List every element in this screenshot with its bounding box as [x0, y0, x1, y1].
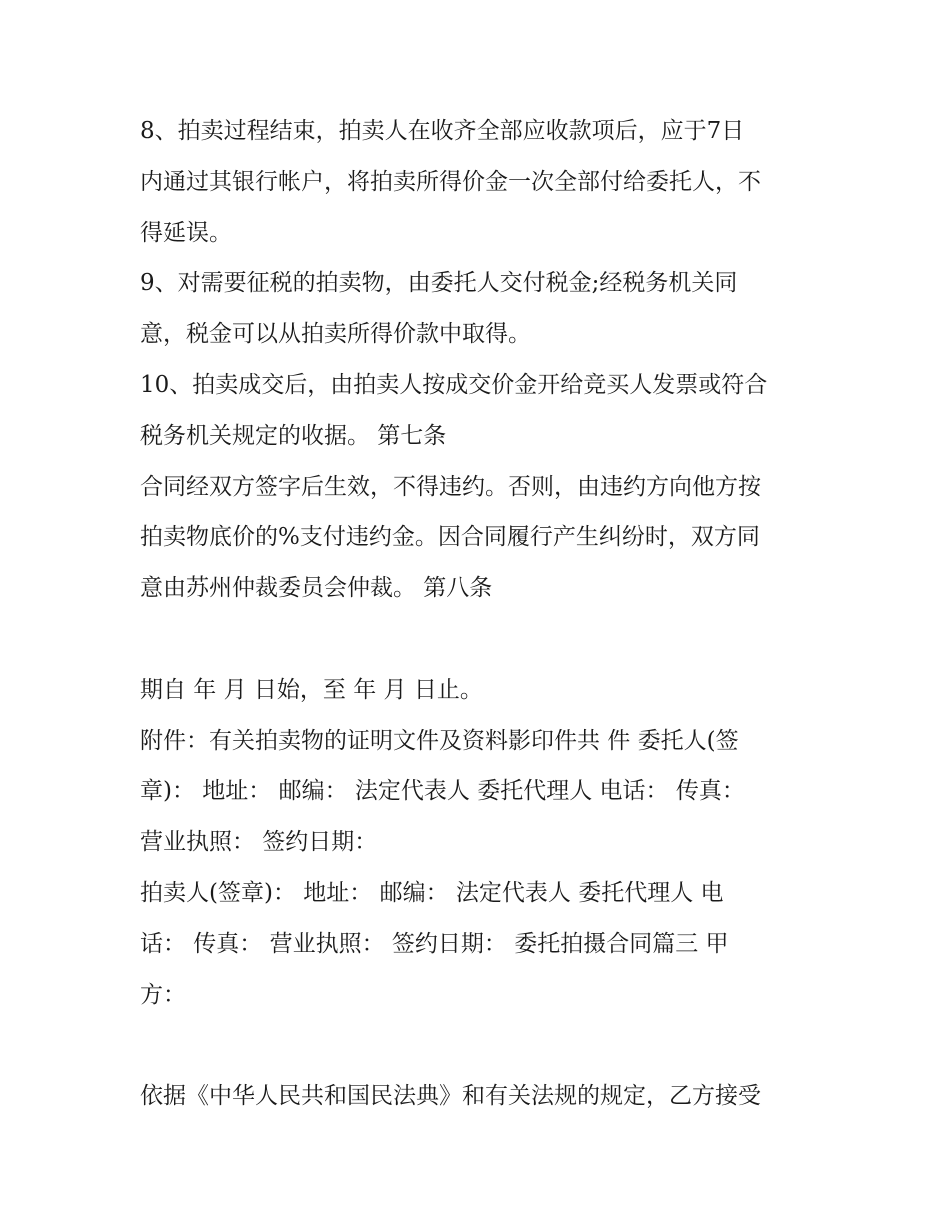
- text-line: 期自 年 月 日始，至 年 月 日止。: [140, 676, 483, 703]
- parties-line: [140, 1020, 820, 1071]
- text-line: 8、拍卖过程结束，拍卖人在收齐全部应收款项后，应于7日: [140, 118, 745, 144]
- text-line: 意，税金可以从拍卖所得价款中取得。: [140, 321, 531, 348]
- other-matters-line: [140, 614, 820, 665]
- text-line: 话： 传真： 营业执照： 签约日期： 委托拍摄合同篇三 甲: [140, 930, 729, 957]
- text-line: 拍卖人(签章)： 地址： 邮编： 法定代表人 委托代理人 电: [140, 879, 724, 906]
- text-line: 合同经双方签字后生效，不得违约。否则，由违约方向他方按: [140, 473, 761, 500]
- text-line: 意由苏州仲裁委员会仲裁。 第八条: [140, 575, 493, 602]
- document-body: [140, 106, 820, 1122]
- text-line: 税务机关规定的收据。 第七条: [140, 422, 447, 449]
- text-line: 营业执照： 签约日期：: [140, 829, 378, 856]
- text-line: 依据《中华人民共和国民法典》和有关法规的规定，乙方接受: [140, 1083, 761, 1110]
- text-line: 章)： 地址： 邮编： 法定代表人 委托代理人 电话： 传真：: [140, 778, 745, 805]
- text-line: 内通过其银行帐户，将拍卖所得价金一次全部付给委托人，不: [140, 168, 761, 195]
- text-line: 方：: [140, 981, 186, 1008]
- text-line: 拍卖物底价的%支付违约金。因合同履行产生纠纷时，双方同: [140, 524, 760, 551]
- text-line: 附件：有关拍卖物的证明文件及资料影印件共 件 委托人(签: [140, 727, 739, 754]
- text-line: 10、拍卖成交后，由拍卖人按成交价金开给竞买人发票或符合: [140, 371, 768, 398]
- text-line: 9、对需要征税的拍卖物，由委托人交付税金;经税务机关同: [140, 270, 738, 297]
- text-line: 得延误。: [140, 219, 232, 246]
